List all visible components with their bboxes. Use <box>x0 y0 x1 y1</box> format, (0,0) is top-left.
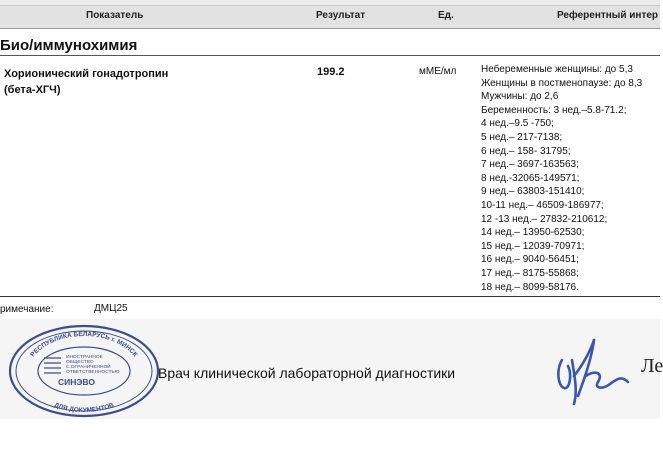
test-name <box>4 66 168 98</box>
reference-range-line: 8 нед.-32065-149571; <box>481 172 580 184</box>
stamp-org-line-4: ОТВЕТСТВЕННОСТЬЮ <box>66 370 120 375</box>
reference-range-line: Мужчины: до 2,6 <box>481 91 559 103</box>
reference-range-line: 14 нед.– 13950-62530; <box>481 227 585 239</box>
organization-stamp <box>0 323 165 419</box>
stamp-org-line-2: ОБЩЕСТВО <box>66 360 94 365</box>
doctor-name: Ле <box>641 355 663 377</box>
section-divider <box>0 55 660 56</box>
header-reference: Референтный интер <box>557 10 659 21</box>
stamp-org-line-1: ИНОСТРАННОЕ <box>66 355 103 360</box>
test-result: 199.2 <box>317 66 345 78</box>
header-indicator: Показатель <box>86 10 144 21</box>
reference-range-line: Небеременные женщины: до 5,3 <box>481 64 633 75</box>
reference-range-line: 18 нед.– 8099-58176. <box>481 281 579 293</box>
doctor-title: Врач клинической лабораторной диагностики <box>158 365 456 381</box>
reference-range-line: 6 нед.– 158- 31795; <box>481 145 571 157</box>
reference-range-line: 17 нед.– 8175-55868; <box>481 267 579 279</box>
reference-range-line: 7 нед.– 3697-163563; <box>481 159 579 171</box>
note-value: ДМЦ25 <box>94 303 128 314</box>
reference-range-line: 12 -13 нед.– 27832-210612; <box>481 213 608 225</box>
reference-range-line: 16 нед.– 9040-56451; <box>481 254 579 266</box>
reference-range-line: 5 нед.– 217-7138; <box>481 131 563 143</box>
row-divider <box>0 296 660 297</box>
test-name-line1: Хорионический гонадотропин <box>4 68 169 80</box>
reference-range-line: 10-11 нед.– 46509-186977; <box>481 199 604 211</box>
reference-ranges <box>481 63 642 294</box>
section-title: Био/иммунохимия <box>0 37 138 54</box>
reference-range-line: 15 нед.– 12039-70971; <box>481 240 585 252</box>
header-units: Ед. <box>438 10 454 21</box>
handwritten-signature <box>548 330 638 415</box>
stamp-bottom-arc: ДЛЯ ДОКУМЕНТОВ <box>53 401 115 415</box>
stamp-org-name: СИНЭВО <box>58 377 95 387</box>
note-label: римечание: <box>0 304 54 315</box>
reference-range-line: 9 нед.– 63803-151410; <box>481 186 585 198</box>
stamp-top-arc: РЕСПУБЛИКА БЕЛАРУСЬ г. МИНСК <box>29 330 139 359</box>
test-name-line2: (бета-ХГЧ) <box>4 84 61 96</box>
reference-range-line: Беременность: 3 нед.–5.8-71.2; <box>481 104 627 116</box>
test-units: мМЕ/мл <box>419 66 457 77</box>
svg-text:ДЛЯ ДОКУМЕНТОВ <box>53 402 115 414</box>
table-header <box>0 5 660 29</box>
stamp-org-line-3: С ОГРАНИЧЕННОЙ <box>66 365 111 370</box>
reference-range-line: 4 нед.–9.5 -750; <box>481 118 554 130</box>
reference-range-line: Женщины в постменопаузе: до 8,3 <box>481 77 643 89</box>
header-result: Результат <box>316 10 366 21</box>
